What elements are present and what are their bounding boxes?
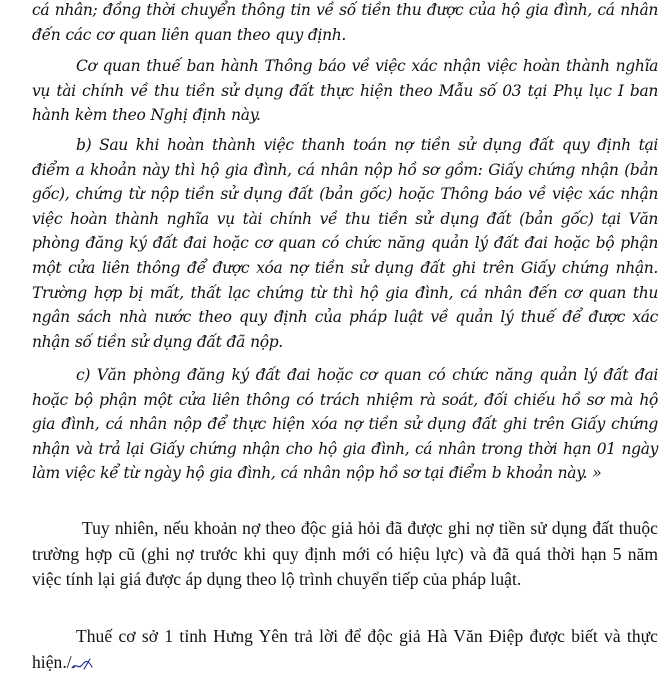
- paragraph-however: Tuy nhiên, nếu khoản nợ theo độc giả hỏi đã được ghi nợ tiền sử dụng đất thuộc trường hợp cũ (ghi nợ trước khi quy định mới có hiệu lực) và đã quá thời hạn 5 năm việc tính lại giá được áp dụng theo lộ trình chuyển tiếp của pháp luật.: [32, 518, 658, 589]
- paragraph-closing: [32, 624, 658, 675]
- paragraph-transfer-info: cá nhân; đồng thời chuyển thông tin về số tiền thu được của hộ gia đình, cá nhân đến các cơ quan liên quan theo quy định.: [32, 1, 658, 44]
- paragraph-tax-notice: Cơ quan thuế ban hành Thông báo về việc xác nhận việc hoàn thành nghĩa vụ tài chính về thu tiền sử dụng đất thực hiện theo Mẫu số 03 tại Phụ lục I ban hành kèm theo Nghị định này.: [32, 57, 658, 125]
- paragraph-clause-b: b) Sau khi hoàn thành việc thanh toán nợ tiền sử dụng đất quy định tại điểm a khoản này thì hộ gia đình, cá nhân nộp hồ sơ gồm: Giấy chứng nhận (bản gốc), chứng từ nộp tiền sử dụng đất (bản gốc) hoặc Thông báo về việc xác nhận việc hoàn thành nghĩa vụ tài chính về thu tiền sử dụng đất (bản gốc) tại Văn phòng đăng ký đất đai hoặc cơ quan có chức năng quản lý đất đai hoặc bộ phận một cửa liên thông để được xóa nợ tiền sử dụng đất ghi trên Giấy chứng nhận. Trường hợp bị mất, thất lạc chứng từ thì hộ gia đình, cá nhân đến cơ quan thu ngân sách nhà nước theo quy định của pháp luật về quản lý thuế để được xác nhận số tiền sử dụng đất đã nộp.: [32, 136, 658, 351]
- handwritten-signature-mark: [70, 656, 96, 672]
- paragraph-clause-c: c) Văn phòng đăng ký đất đai hoặc cơ quan có chức năng quản lý đất đai hoặc bộ phận một cửa liên thông có trách nhiệm rà soát, đối chiếu hồ sơ mà hộ gia đình, cá nhân nộp để thực hiện xóa nợ tiền sử dụng đất ghi trên Giấy chứng nhận và trả lại Giấy chứng nhận cho hộ gia đình, cá nhân trong thời hạn 01 ngày làm việc kể từ ngày hộ gia đình, cá nhân nộp hồ sơ tại điểm b khoản này. »: [32, 366, 658, 483]
- closing-text: Thuế cơ sở 1 tỉnh Hưng Yên trả lời để độc giả Hà Văn Điệp được biết và thực hiện./.: [32, 626, 658, 672]
